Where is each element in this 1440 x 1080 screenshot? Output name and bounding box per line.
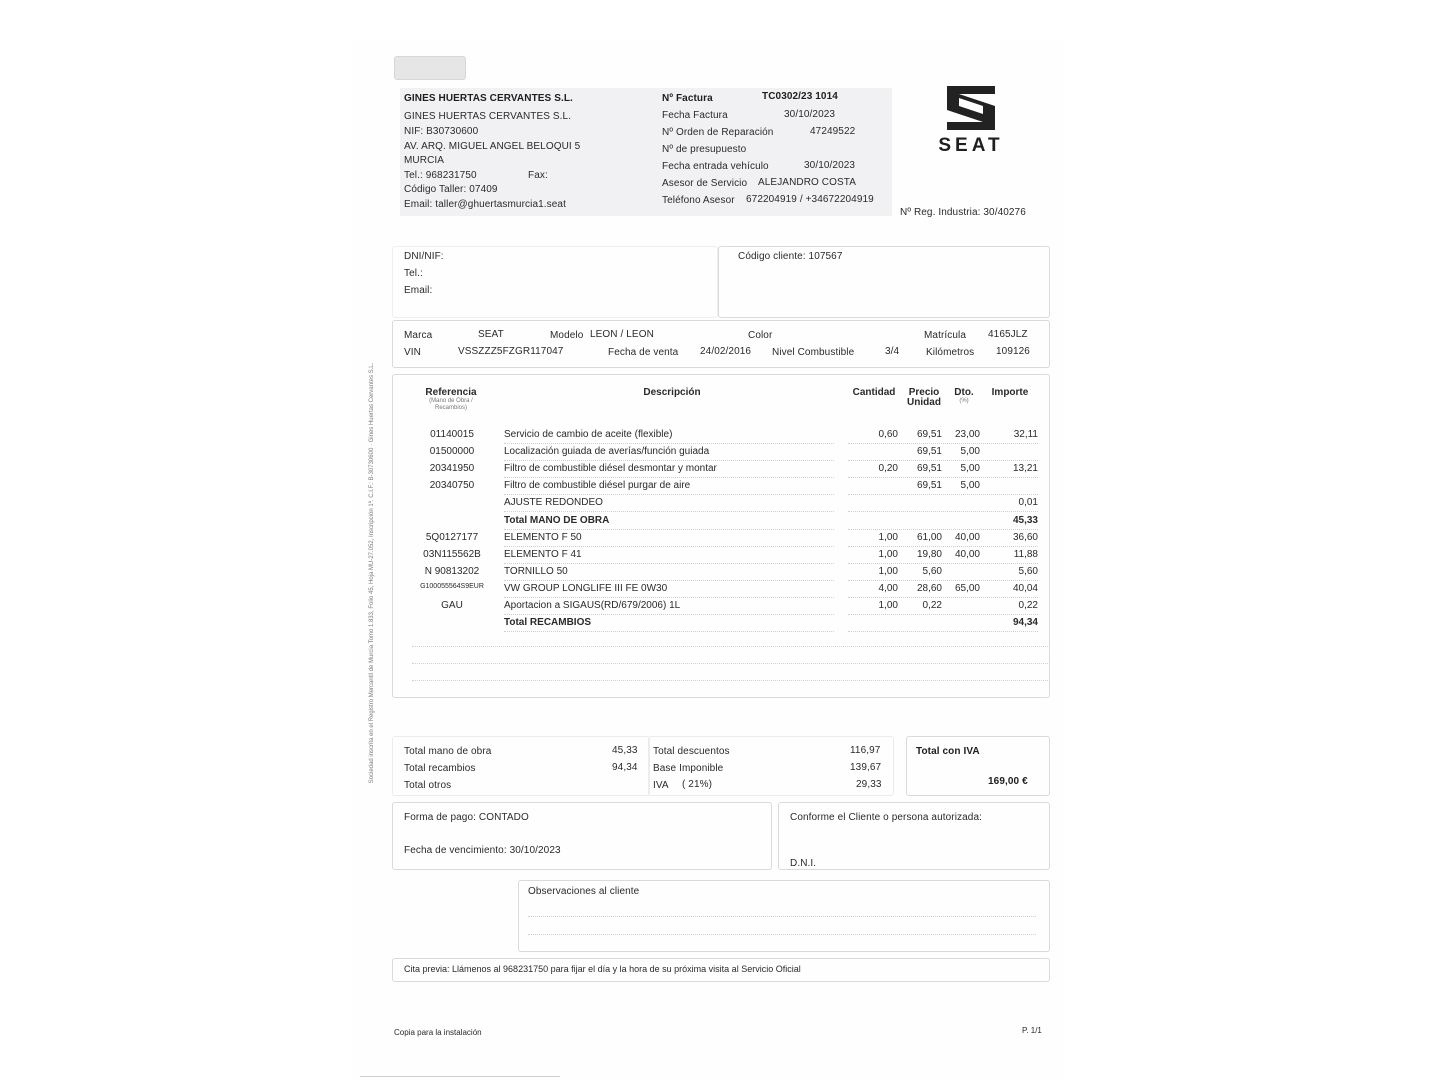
row-unit-price: 69,51 xyxy=(916,463,942,475)
col-header-ref-sub: (Mano de Obra / Recambios) xyxy=(429,398,473,411)
company-tel: Tel.: 968231750 xyxy=(404,170,477,181)
vehicle-km: 109126 xyxy=(996,346,1030,357)
advisor-phone: 672204919 / +34672204919 xyxy=(746,194,874,205)
seat-s-icon xyxy=(943,84,999,132)
email-label: Email: xyxy=(404,285,433,296)
table-row xyxy=(352,600,1064,617)
conform-label: Conforme el Cliente o persona autorizada: xyxy=(790,812,982,823)
vehicle-box xyxy=(392,320,1050,368)
invoice-number: TC0302/23 1014 xyxy=(762,91,838,102)
model-label: Modelo xyxy=(550,330,584,341)
row-rule xyxy=(504,511,834,512)
advisor-label: Asesor de Servicio xyxy=(662,178,748,189)
empty-line xyxy=(412,646,1050,647)
row-ref: 01500000 xyxy=(429,446,475,458)
company-fax: Fax: xyxy=(528,170,548,181)
row-rule xyxy=(504,477,834,478)
row-rule xyxy=(848,511,1038,512)
row-description: Filtro de combustible diésel desmontar y montar xyxy=(504,463,717,475)
row-discount: 65,00 xyxy=(954,582,980,594)
tel-label: Tel.: xyxy=(404,268,423,279)
row-description: Total MANO DE OBRA xyxy=(504,514,610,526)
order-number: 47249522 xyxy=(810,126,856,137)
row-unit-price: 69,51 xyxy=(916,446,942,458)
row-quantity: 1,00 xyxy=(878,565,898,577)
vat-label: IVA xyxy=(653,780,669,791)
payment-method: Forma de pago: CONTADO xyxy=(404,812,529,823)
discounts-label: Total descuentos xyxy=(653,746,730,757)
order-label: Nº Orden de Reparación xyxy=(662,127,774,138)
col-header-ref xyxy=(416,388,486,412)
row-amount: 45,33 xyxy=(1012,514,1038,526)
row-description: ELEMENTO F 41 xyxy=(504,548,582,560)
row-ref: G100055564S9EUR xyxy=(420,582,484,590)
row-amount: 40,04 xyxy=(1012,582,1038,594)
other-total-label: Total otros xyxy=(404,780,452,791)
parts-total: 94,34 xyxy=(612,762,638,773)
dni-signature: D.N.I. xyxy=(790,858,817,869)
total-box xyxy=(906,736,1050,796)
row-quantity: 1,00 xyxy=(878,600,898,611)
row-rule xyxy=(848,580,1038,581)
row-amount: 32,11 xyxy=(1013,429,1038,440)
row-rule xyxy=(504,563,834,564)
company-address: AV. ARQ. MIGUEL ANGEL BELOQUI 5 xyxy=(404,141,581,152)
company-nif: NIF: B30730600 xyxy=(404,126,479,137)
col-header-qty: Cantidad xyxy=(852,387,896,398)
row-rule xyxy=(848,597,1038,598)
copy-note: Copia para la instalación xyxy=(394,1028,482,1037)
row-ref: 03N115562B xyxy=(423,548,481,560)
row-rule xyxy=(504,443,834,444)
dni-label: DNI/NIF: xyxy=(404,251,444,262)
plate-label: Matrícula xyxy=(924,330,967,341)
labor-total: 45,33 xyxy=(612,745,638,756)
row-description: VW GROUP LONGLIFE III FE 0W30 xyxy=(504,582,668,594)
advisor-name: ALEJANDRO COSTA xyxy=(758,177,856,188)
row-amount: 5,60 xyxy=(1018,565,1038,577)
row-description: ELEMENTO F 50 xyxy=(504,531,582,543)
company-city: MURCIA xyxy=(404,155,445,166)
entry-date: 30/10/2023 xyxy=(804,160,856,171)
table-row xyxy=(352,617,1064,634)
row-unit-price: 69,51 xyxy=(916,429,942,440)
fuel-level: 3/4 xyxy=(885,346,900,357)
row-ref: 20341950 xyxy=(429,463,475,475)
row-rule xyxy=(848,494,1038,495)
row-rule xyxy=(504,529,834,530)
table-row xyxy=(352,480,1064,497)
notes-label: Observaciones al cliente xyxy=(528,886,640,897)
grand-total-label: Total con IVA xyxy=(916,746,980,757)
row-unit-price: 19,80 xyxy=(916,548,942,560)
page-number: P. 1/1 xyxy=(1022,1026,1042,1035)
discounts-total: 116,97 xyxy=(850,745,881,756)
vehicle-brand: SEAT xyxy=(478,329,504,340)
color-label: Color xyxy=(748,330,773,341)
row-amount: 36,60 xyxy=(1012,531,1038,543)
col-header-disc-sub: (%) xyxy=(959,398,969,404)
empty-line xyxy=(412,663,1050,664)
stamp-mark xyxy=(394,56,466,80)
base-total: 139,67 xyxy=(850,762,882,773)
notes-line xyxy=(528,934,1036,935)
row-unit-price: 0,22 xyxy=(922,600,942,611)
row-unit-price: 61,00 xyxy=(916,531,942,543)
row-discount: 5,00 xyxy=(960,446,980,458)
row-unit-price: 5,60 xyxy=(922,565,942,577)
entry-label: Fecha entrada vehículo xyxy=(662,161,769,172)
table-row xyxy=(352,566,1064,583)
col-header-amount: Importe xyxy=(991,387,1029,398)
table-row xyxy=(352,532,1064,549)
brand-label: Marca xyxy=(404,330,433,341)
table-row xyxy=(352,515,1064,532)
page-edge xyxy=(360,1076,560,1077)
row-ref: 5Q0127177 xyxy=(425,531,479,543)
row-ref: 20340750 xyxy=(429,480,475,492)
row-rule xyxy=(504,546,834,547)
row-rule xyxy=(504,494,834,495)
row-rule xyxy=(848,529,1038,530)
fuel-label: Nivel Combustible xyxy=(772,347,855,358)
invoice-number-label: Nº Factura xyxy=(662,93,713,104)
vat-total: 29,33 xyxy=(856,779,882,790)
col-header-disc-text: Dto. xyxy=(954,387,974,398)
advisor-phone-label: Teléfono Asesor xyxy=(662,195,735,206)
row-description: AJUSTE REDONDEO xyxy=(504,497,603,509)
row-description: TORNILLO 50 xyxy=(504,565,568,577)
col-header-ref-text: Referencia xyxy=(425,387,477,398)
registry-note: Sociedad inscrita en el Registro Mercantil de Murcia Tomo 1.833, Folio 45, Hoja MU-27.052, Inscripción 1ª. C.I.F.: B-30730600 · Gines Huertas Cervantes S.L. xyxy=(369,362,375,784)
row-description: Localización guiada de averías/función guiada xyxy=(504,446,710,458)
row-quantity: 1,00 xyxy=(878,548,898,560)
row-description: Servicio de cambio de aceite (flexible) xyxy=(504,429,673,440)
table-row xyxy=(352,446,1064,463)
row-amount: 0,01 xyxy=(1018,497,1038,509)
row-discount: 40,00 xyxy=(954,531,980,543)
col-header-price: Precio Unidad xyxy=(907,387,941,408)
labor-total-label: Total mano de obra xyxy=(404,746,492,757)
row-rule xyxy=(504,460,834,461)
table-row xyxy=(352,463,1064,480)
row-rule xyxy=(848,546,1038,547)
row-quantity: 4,00 xyxy=(878,582,898,594)
parts-total-label: Total recambios xyxy=(404,763,476,774)
vat-rate: ( 21%) xyxy=(682,779,713,790)
row-quantity: 0,20 xyxy=(878,463,898,475)
row-rule xyxy=(504,631,834,632)
table-row xyxy=(352,429,1064,446)
row-rule xyxy=(848,443,1038,444)
empty-line xyxy=(412,680,1050,681)
sale-date: 24/02/2016 xyxy=(700,346,752,357)
col-header-desc: Descripción xyxy=(643,387,701,398)
sale-date-label: Fecha de venta xyxy=(608,347,679,358)
km-label: Kilómetros xyxy=(926,347,975,358)
row-unit-price: 69,51 xyxy=(916,480,942,492)
row-rule xyxy=(504,614,834,615)
vin-label: VIN xyxy=(404,347,421,358)
row-amount: 13,21 xyxy=(1012,463,1038,475)
row-rule xyxy=(848,460,1038,461)
row-rule xyxy=(848,477,1038,478)
vehicle-vin: VSSZZZ5FZGR117047 xyxy=(458,346,564,357)
row-rule xyxy=(848,631,1038,632)
row-quantity: 1,00 xyxy=(878,531,898,543)
row-rule xyxy=(848,563,1038,564)
row-rule xyxy=(504,580,834,581)
row-discount: 5,00 xyxy=(960,463,980,475)
row-description: Filtro de combustible diésel purgar de aire xyxy=(504,480,691,492)
vehicle-model: LEON / LEON xyxy=(590,329,654,340)
company-name-2: GINES HUERTAS CERVANTES S.L. xyxy=(404,111,572,122)
row-ref: N 90813202 xyxy=(424,565,480,577)
table-row xyxy=(352,583,1064,600)
row-discount: 5,00 xyxy=(960,480,980,492)
row-description: Total RECAMBIOS xyxy=(504,617,592,629)
table-row xyxy=(352,497,1064,514)
customer-code: Código cliente: 107567 xyxy=(738,251,843,262)
row-amount: 0,22 xyxy=(1018,600,1038,611)
grand-total: 169,00 € xyxy=(988,776,1028,787)
row-discount: 40,00 xyxy=(954,548,980,560)
notes-line xyxy=(528,916,1036,917)
row-ref: GAU xyxy=(441,600,463,611)
budget-label: Nº de presupuesto xyxy=(662,144,747,155)
table-row xyxy=(352,549,1064,566)
seat-logo xyxy=(926,84,1016,157)
invoice-date-label: Fecha Factura xyxy=(662,110,728,121)
row-amount: 11,88 xyxy=(1013,548,1038,560)
row-ref: 01140015 xyxy=(430,429,474,440)
payment-due: Fecha de vencimiento: 30/10/2023 xyxy=(404,845,561,856)
row-rule xyxy=(848,614,1038,615)
row-description: Aportacion a SIGAUS(RD/679/2006) 1L xyxy=(504,600,681,611)
col-header-disc xyxy=(946,388,982,405)
industry-registry: Nº Reg. Industria: 30/40276 xyxy=(900,207,1026,218)
workshop-code: Código Taller: 07409 xyxy=(404,184,498,195)
vehicle-plate: 4165JLZ xyxy=(988,329,1028,340)
seat-wordmark: SEAT xyxy=(938,135,1004,156)
invoice-date: 30/10/2023 xyxy=(784,109,836,120)
row-amount: 94,34 xyxy=(1012,617,1038,629)
company-email: Email: taller@ghuertasmurcia1.seat xyxy=(404,199,566,210)
row-unit-price: 28,60 xyxy=(916,582,942,594)
row-rule xyxy=(504,597,834,598)
base-label: Base Imponible xyxy=(653,763,724,774)
company-name: GINES HUERTAS CERVANTES S.L. xyxy=(404,93,573,104)
row-discount: 23,00 xyxy=(954,429,980,440)
appointment-text: Cita previa: Llámenos al 968231750 para fijar el día y la hora de su próxima visita al Servicio Oficial xyxy=(404,964,801,974)
row-quantity: 0,60 xyxy=(878,429,898,440)
invoice-sheet xyxy=(352,40,1064,1080)
